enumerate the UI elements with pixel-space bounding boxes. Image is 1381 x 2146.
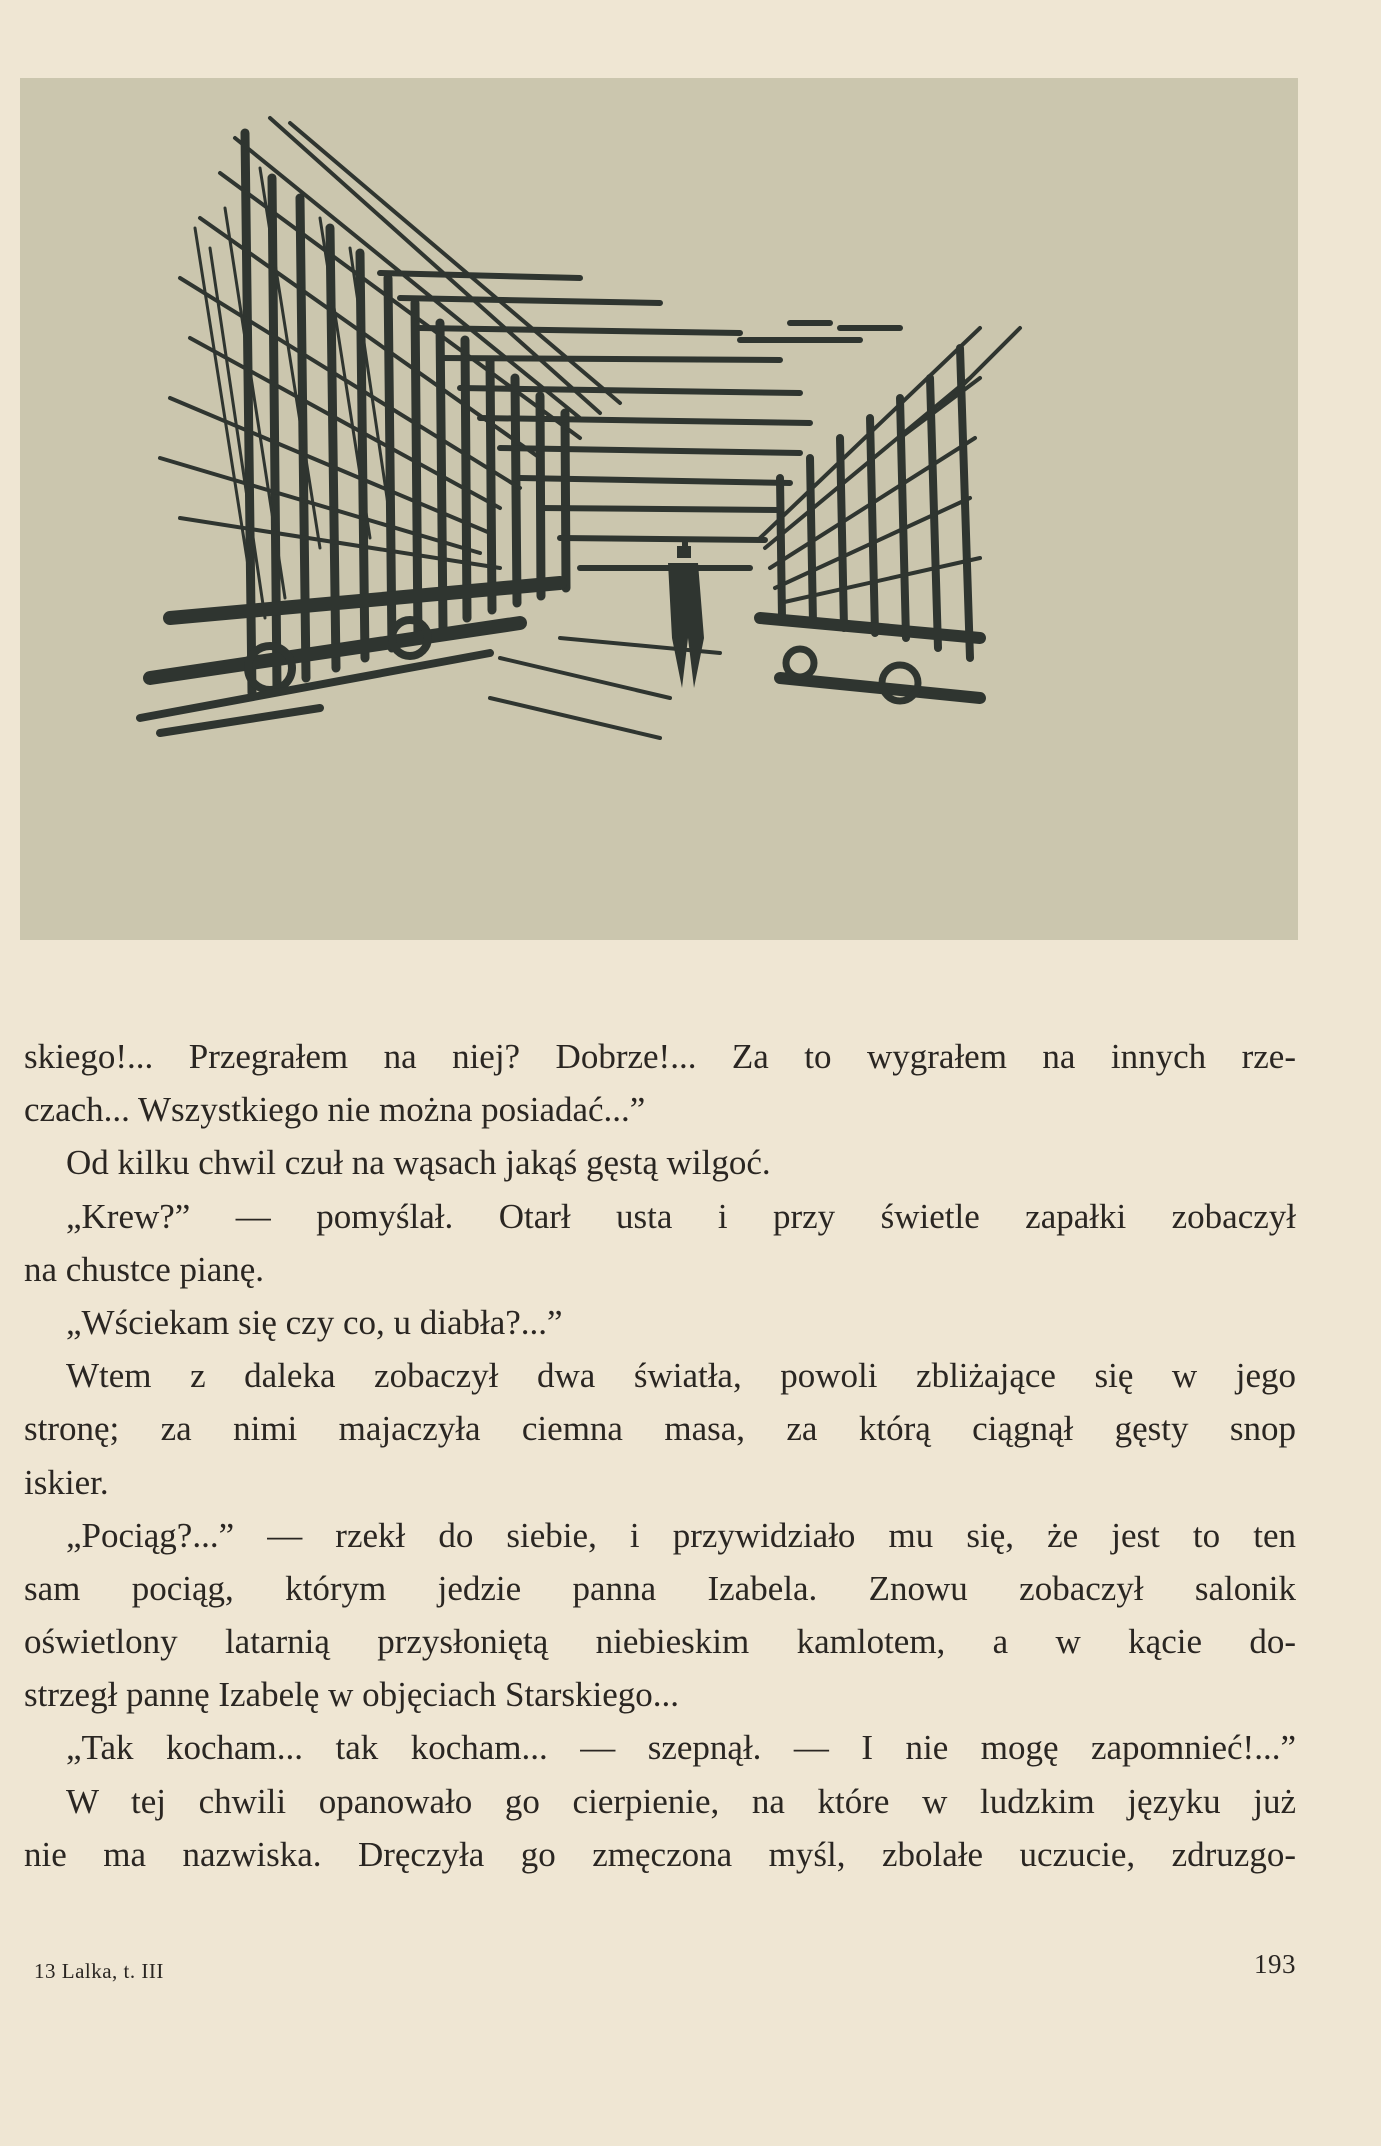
text-line: „Tak kocham... tak kocham... — szepnął. — I nie mogę zapomnieć!...” <box>66 1728 1296 1768</box>
text-line: nie ma nazwiska. Dręczyła go zmęczona myśl, zbolałe uczucie, zdruzgo- <box>24 1834 1296 1874</box>
text-line: iskier. <box>24 1462 109 1502</box>
signature-mark: 13 Lalka, t. III <box>34 1959 164 1983</box>
railway-platform-illustration-icon <box>20 78 1298 940</box>
text-line: Wtem z daleka zobaczył dwa światła, powoli zbliżające się w jego <box>66 1356 1296 1396</box>
page-number: 193 <box>1254 1949 1296 1979</box>
text-line: na chustce pianę. <box>24 1249 265 1289</box>
text-line: strzegł pannę Izabelę w objęciach Starskiego... <box>24 1675 680 1715</box>
text-line: Od kilku chwil czuł na wąsach jakąś gęstą wilgoć. <box>66 1143 771 1183</box>
text-line: „Wściekam się czy co, u diabła?...” <box>66 1302 563 1342</box>
text-line: sam pociąg, którym jedzie panna Izabela. Znowu zobaczył salonik <box>24 1568 1296 1608</box>
text-line: „Pociąg?...” — rzekł do siebie, i przywidziało mu się, że jest to ten <box>66 1515 1296 1555</box>
text-line: W tej chwili opanowało go cierpienie, na które w ludzkim języku już <box>66 1781 1296 1821</box>
text-line: czach... Wszystkiego nie można posiadać...” <box>24 1090 646 1130</box>
body-text <box>24 1030 1296 1881</box>
text-line: oświetlony latarnią przysłoniętą niebieskim kamlotem, a w kącie do- <box>24 1622 1296 1662</box>
text-line: stronę; za nimi majaczyła ciemna masa, za którą ciągnął gęsty snop <box>24 1409 1296 1449</box>
text-line: skiego!... Przegrałem na niej? Dobrze!... Za to wygrałem na innych rze- <box>24 1037 1296 1076</box>
illustration-railway-platform <box>20 78 1298 940</box>
text-line: „Krew?” — pomyślał. Otarł usta i przy świetle zapałki zobaczył <box>66 1196 1296 1236</box>
page-footer <box>34 1947 1296 1987</box>
